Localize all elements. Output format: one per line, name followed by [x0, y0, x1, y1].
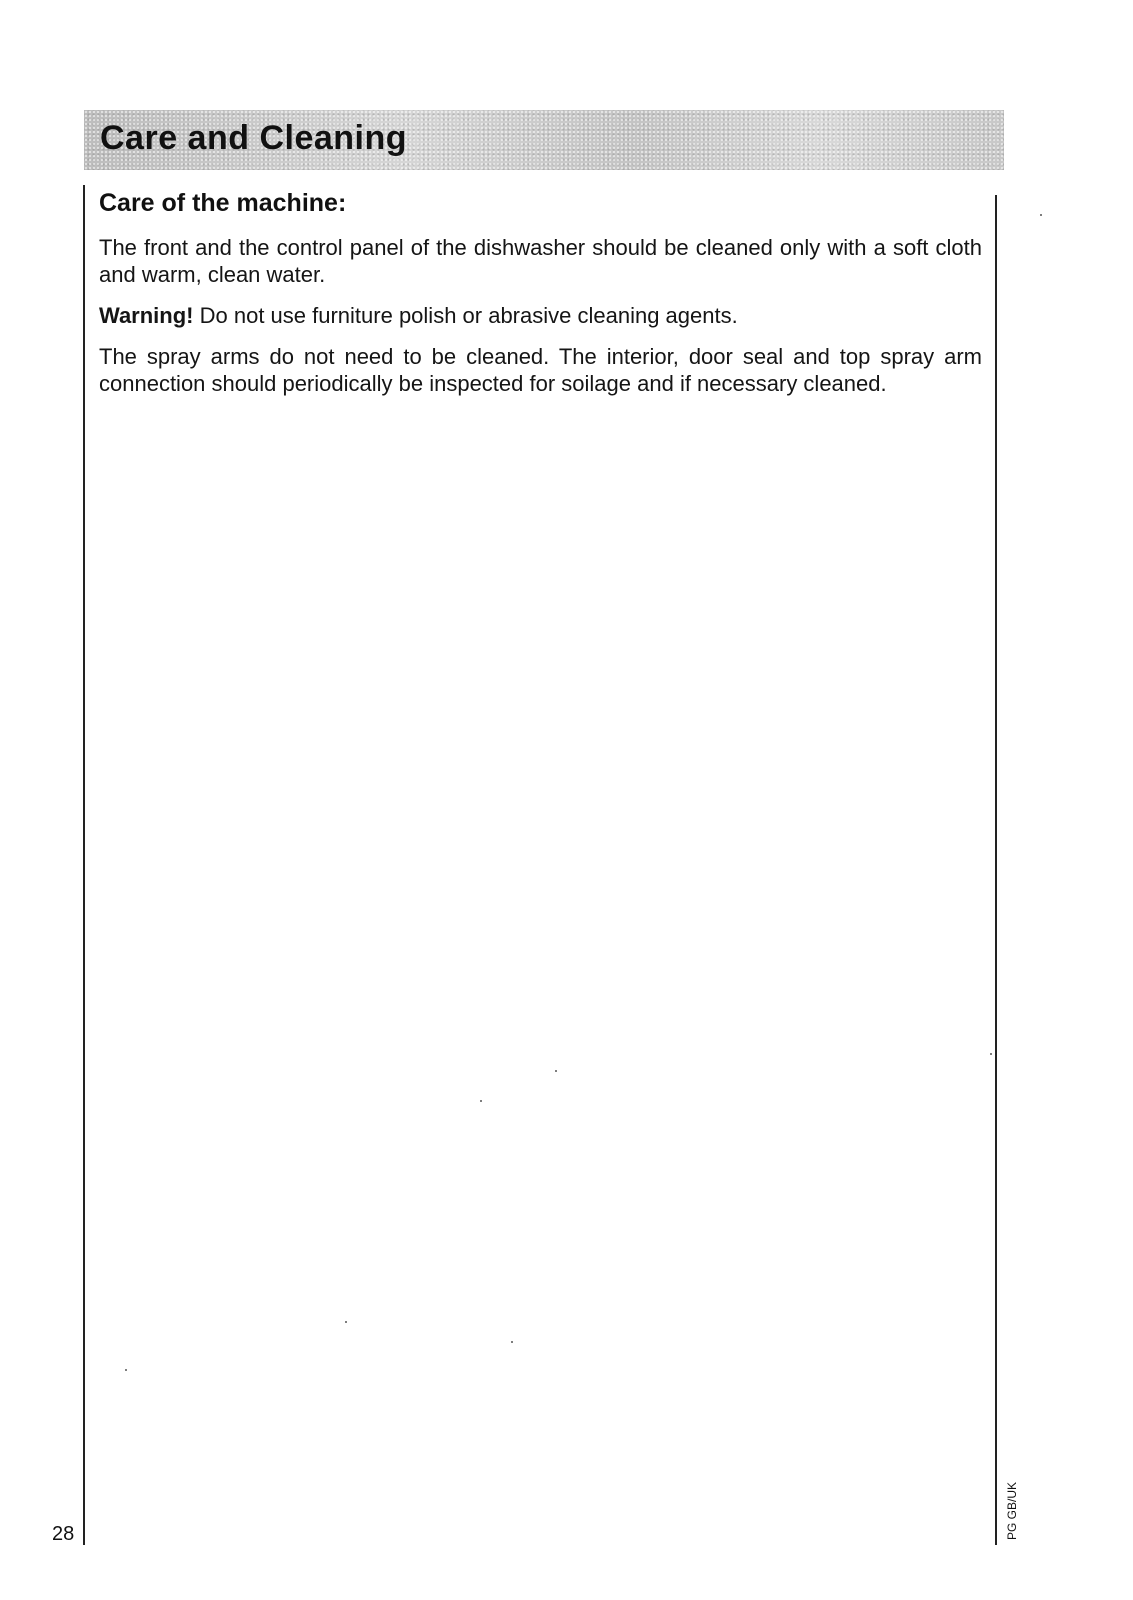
left-margin-rule	[83, 185, 85, 1545]
right-margin-rule	[995, 195, 997, 1545]
document-code: PG GB/UK	[1005, 1481, 1019, 1540]
warning-paragraph	[99, 302, 982, 329]
scan-speck	[990, 1053, 992, 1055]
scan-speck	[480, 1100, 482, 1102]
warning-label: Warning!	[99, 303, 194, 328]
scan-speck	[555, 1070, 557, 1072]
scan-speck	[511, 1341, 513, 1343]
warning-text: Do not use furniture polish or abrasive cleaning agents.	[193, 303, 738, 328]
content-area	[99, 186, 982, 411]
page-number: 28	[52, 1523, 75, 1545]
scan-speck	[345, 1321, 347, 1323]
page-title: Care and Cleaning	[100, 119, 408, 157]
scan-speck	[125, 1369, 127, 1371]
section-heading: Care of the machine:	[99, 189, 347, 217]
scan-speck	[1040, 214, 1042, 216]
spray-arms-paragraph: The spray arms do not need to be cleaned. The interior, door seal and top spray arm connection should periodically be inspected for soilage and if necessary cleaned.	[99, 344, 982, 396]
cleaning-instructions-paragraph: The front and the control panel of the dishwasher should be cleaned only with a soft cloth and warm, clean water.	[99, 235, 982, 287]
